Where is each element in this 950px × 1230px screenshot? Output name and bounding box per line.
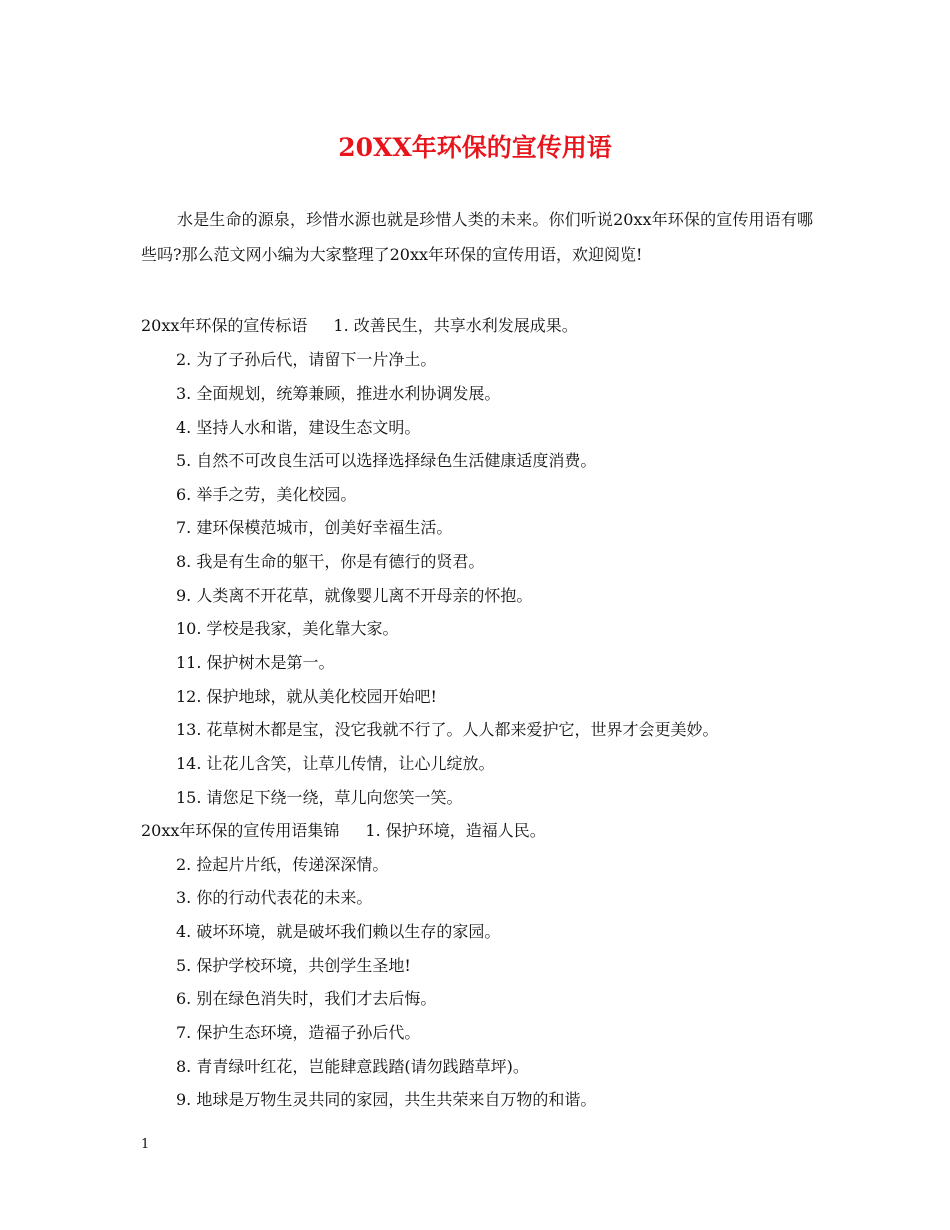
page-number: 1 (141, 1137, 150, 1152)
list-item: 5. 保护学校环境，共创学生圣地! (176, 956, 411, 975)
list-item: 9. 地球是万物生灵共同的家园，共生共荣来自万物的和谐。 (176, 1090, 597, 1109)
list-item: 8. 我是有生命的躯干，你是有德行的贤君。 (176, 552, 485, 571)
intro-paragraph: 水是生命的源泉，珍惜水源也就是珍惜人类的未来。你们听说20xx年环保的宣传用语有哪些吗?那么范文网小编为大家整理了20xx年环保的宣传用语，欢迎阅览! (141, 210, 813, 264)
page-title: 20XX年环保的宣传用语 (338, 133, 612, 162)
list-item: 9. 人类离不开花草，就像婴儿离不开母亲的怀抱。 (176, 586, 533, 605)
list-item: 11. 保护树木是第一。 (176, 653, 335, 672)
list-item: 3. 你的行动代表花的未来。 (176, 888, 373, 907)
list-item: 14. 让花儿含笑，让草儿传情，让心儿绽放。 (176, 754, 495, 773)
list-item: 12. 保护地球，就从美化校园开始吧! (176, 687, 437, 706)
list-item: 2. 为了子孙后代，请留下一片净土。 (176, 350, 437, 369)
list-item: 2. 捡起片片纸，传递深深情。 (176, 855, 389, 874)
list-item: 13. 花草树木都是宝，没它我就不行了。人人都来爱护它，世界才会更美妙。 (176, 720, 719, 739)
list-item: 15. 请您足下绕一绕，草儿向您笑一笑。 (176, 788, 463, 807)
list-item: 4. 破坏环境，就是破坏我们赖以生存的家园。 (176, 922, 501, 941)
list-item: 10. 学校是我家，美化靠大家。 (176, 619, 399, 638)
list-item: 6. 举手之劳，美化校园。 (176, 485, 357, 504)
list-item: 1. 保护环境，造福人民。 (365, 821, 546, 840)
section-1-heading: 20xx年环保的宣传标语 (141, 316, 308, 335)
list-item: 8. 青青绿叶红花，岂能肆意践踏(请勿践踏草坪)。 (176, 1057, 529, 1076)
list-item: 1. 改善民生，共享水利发展成果。 (333, 316, 578, 335)
list-item: 7. 建环保模范城市，创美好幸福生活。 (176, 518, 453, 537)
list-item: 5. 自然不可改良生活可以选择选择绿色生活健康适度消费。 (176, 451, 597, 470)
section-2-line (141, 821, 546, 841)
list-item: 4. 坚持人水和谐，建设生态文明。 (176, 418, 421, 437)
section-1-line (141, 316, 578, 336)
list-item: 7. 保护生态环境，造福子孙后代。 (176, 1023, 421, 1042)
section-2-heading: 20xx年环保的宣传用语集锦 (141, 821, 340, 840)
list-item: 6. 别在绿色消失时，我们才去后悔。 (176, 989, 437, 1008)
list-item: 3. 全面规划，统筹兼顾，推进水利协调发展。 (176, 384, 501, 403)
